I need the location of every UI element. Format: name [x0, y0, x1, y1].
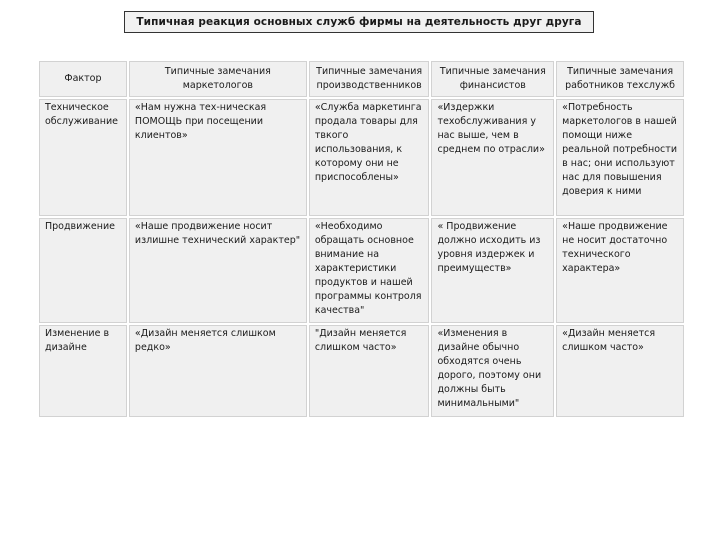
cell-marketing: «Нам нужна тех-ническая ПОМОЩЬ при посещении клиентов» — [129, 99, 307, 216]
cell-marketing: «Наше продвижение носит излишне технический характер" — [129, 218, 307, 323]
cell-tech: «Дизайн меняется слишком часто» — [556, 325, 684, 417]
table-row — [39, 325, 684, 417]
header-production: Типичные замечания производственников — [309, 61, 430, 97]
cell-tech: «Наше продвижение не носит достаточно технического характера» — [556, 218, 684, 323]
cell-factor: Изменение в дизайне — [39, 325, 127, 417]
cell-production: "Дизайн меняется слишком часто» — [309, 325, 430, 417]
header-finance: Типичные замечания финансистов — [431, 61, 554, 97]
cell-finance: «Изменения в дизайне обычно обходятся очень дорого, поэтому они должны быть минимальными" — [431, 325, 554, 417]
header-marketing: Типичные замечания маркетологов — [129, 61, 307, 97]
table-header-row — [39, 61, 684, 97]
comparison-table — [37, 59, 686, 419]
cell-finance: «Издержки техобслуживания у нас выше, чем в среднем по отрасли» — [431, 99, 554, 216]
cell-factor: Техническое обслуживание — [39, 99, 127, 216]
cell-marketing: «Дизайн меняется слишком редко» — [129, 325, 307, 417]
header-tech: Типичные замечания работников техслужб — [556, 61, 684, 97]
header-factor: Фактор — [39, 61, 127, 97]
page-title: Типичная реакция основных служб фирмы на деятельность друг друга — [124, 11, 594, 33]
cell-production: «Служба маркетинга продала товары для твкого использования, к которому они не приспособлены» — [309, 99, 430, 216]
cell-finance: « Продвижение должно исходить из уровня издержек и преимуществ» — [431, 218, 554, 323]
cell-factor: Продвижение — [39, 218, 127, 323]
table-row — [39, 99, 684, 216]
cell-production: «Необходимо обращать основное внимание на характеристики продуктов и нашей программы контроля качества" — [309, 218, 430, 323]
cell-tech: «Потребность маркетологов в нашей помощи ниже реальной потребности в нас; они используют нас для повышения доверия к ними — [556, 99, 684, 216]
table-row — [39, 218, 684, 323]
